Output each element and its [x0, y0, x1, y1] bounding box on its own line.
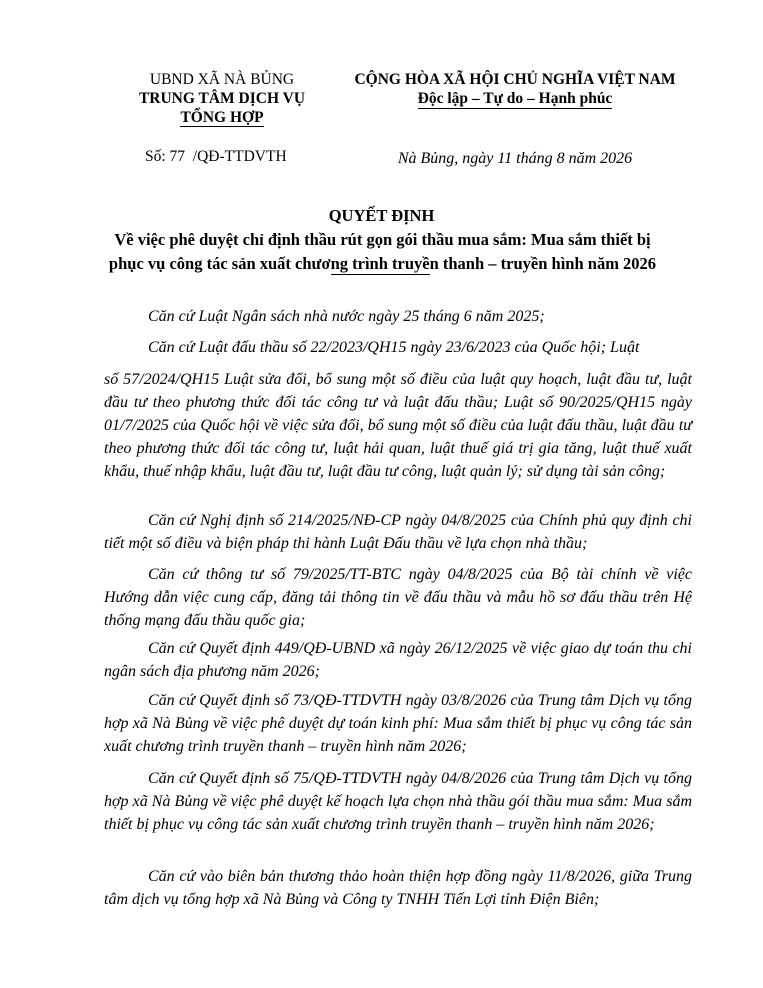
- legal-basis-3: [104, 509, 692, 555]
- subject-line-2: [80, 252, 685, 276]
- parent-agency: UBND XÃ NÀ BỦNG: [149, 71, 295, 88]
- legal-basis-text: Căn cứ Luật Ngân sách nhà nước ngày 25 tháng 6 năm 2025;: [148, 308, 545, 325]
- legal-basis-1: [104, 305, 692, 328]
- document-number: Số: 77 /QĐ-TTDVTH: [145, 148, 287, 165]
- issuing-unit-line1: TRUNG TÂM DỊCH VỤ: [138, 90, 306, 107]
- legal-basis-text: số 57/2024/QH15 Luật sửa đổi, bổ sung một số điều của luật quy hoạch, luật đầu tư, luật đầu tư theo phương thức đối tác công tư và luật đấu thầu; Luật số 90/2025/QH15 ngày 01/7/2025 của Quốc hội về việc sửa đổi, bổ sung một số điều của luật đấu thầu, luật đầu tư theo phương thức đối tác công tư, luật hải quan, luật thuế giá trị gia tăng, luật thuế xuất khẩu, thuế nhập khẩu, luật đầu tư, luật đầu tư công, luật quản lý; sử dụng tài sản công;: [104, 371, 692, 480]
- national-header-block: [330, 70, 700, 109]
- legal-basis-6: [104, 689, 692, 758]
- subject-line-1: Về việc phê duyệt chỉ định thầu rút gọn gói thầu mua sắm: Mua sắm thiết bị: [114, 230, 651, 249]
- subject-line-2-underlined: ng trình truyề: [330, 254, 430, 273]
- document-title: QUYẾT ĐỊNH: [328, 206, 435, 225]
- legal-basis-7: [104, 767, 692, 836]
- legal-basis-5: [104, 637, 692, 683]
- legal-basis-2-continued: [104, 368, 692, 483]
- document-subject: [80, 228, 685, 276]
- subject-line-2-part-a: phục vụ công tác sản xuất chươ: [108, 254, 331, 273]
- legal-basis-8: [104, 865, 692, 911]
- legal-basis-text: Căn cứ Nghị định số 214/2025/NĐ-CP ngày 04/8/2025 của Chính phủ quy định chi tiết một số điều và biện pháp thi hành Luật Đấu thầu về lựa chọn nhà thầu;: [104, 512, 692, 552]
- subject-line-2-part-b: n thanh – truyền hình năm 2026: [429, 254, 657, 273]
- legal-basis-4: [104, 563, 692, 632]
- legal-basis-text: Căn cứ Quyết định số 75/QĐ-TTDVTH ngày 04/8/2026 của Trung tâm Dịch vụ tổng hợp xã Nà Bủng về việc phê duyệt kế hoạch lựa chọn nhà thầu gói thầu mua sắm: Mua sắm thiết bị phục vụ công tác sản xuất chương trình truyền thanh – truyền hình năm 2026;: [104, 770, 692, 833]
- legal-basis-2: [104, 336, 692, 359]
- legal-basis-text: Căn cứ Quyết định số 73/QĐ-TTDVTH ngày 03/8/2026 của Trung tâm Dịch vụ tổng hợp xã Nà Bủng về việc phê duyệt dự toán kinh phí: Mua sắm thiết bị phục vụ công tác sản xuất chương trình truyền thanh – truyền hình năm 2026;: [104, 692, 692, 755]
- issuing-unit-line2: TỔNG HỢP: [180, 109, 264, 126]
- legal-basis-text: Căn cứ thông tư số 79/2025/TT-BTC ngày 04/8/2025 của Bộ tài chính về việc Hướng dẫn việc cung cấp, đăng tải thông tin về đấu thầu và mẫu hồ sơ đấu thầu trên Hệ thống mạng đấu thầu quốc gia;: [104, 566, 692, 629]
- national-motto: Độc lập – Tự do – Hạnh phúc: [417, 90, 613, 107]
- issuing-agency-block: [112, 70, 332, 127]
- legal-basis-text: Căn cứ vào biên bản thương thảo hoàn thiện hợp đồng ngày 11/8/2026, giữa Trung tâm dịch vụ tổng hợp xã Nà Bủng và Công ty TNHH Tiến Lợi tỉnh Điện Biên;: [104, 868, 692, 908]
- legal-basis-text: Căn cứ Luật đấu thầu số 22/2023/QH15 ngày 23/6/2023 của Quốc hội; Luật: [148, 339, 640, 356]
- legal-basis-text: Căn cứ Quyết định 449/QĐ-UBND xã ngày 26/12/2025 về việc giao dự toán thu chi ngân sách địa phương năm 2026;: [104, 640, 692, 680]
- place-date-line: Nà Bủng, ngày 11 tháng 8 năm 2026: [397, 150, 633, 167]
- nation-name: CỘNG HÒA XÃ HỘI CHỦ NGHĨA VIỆT NAM: [354, 71, 676, 88]
